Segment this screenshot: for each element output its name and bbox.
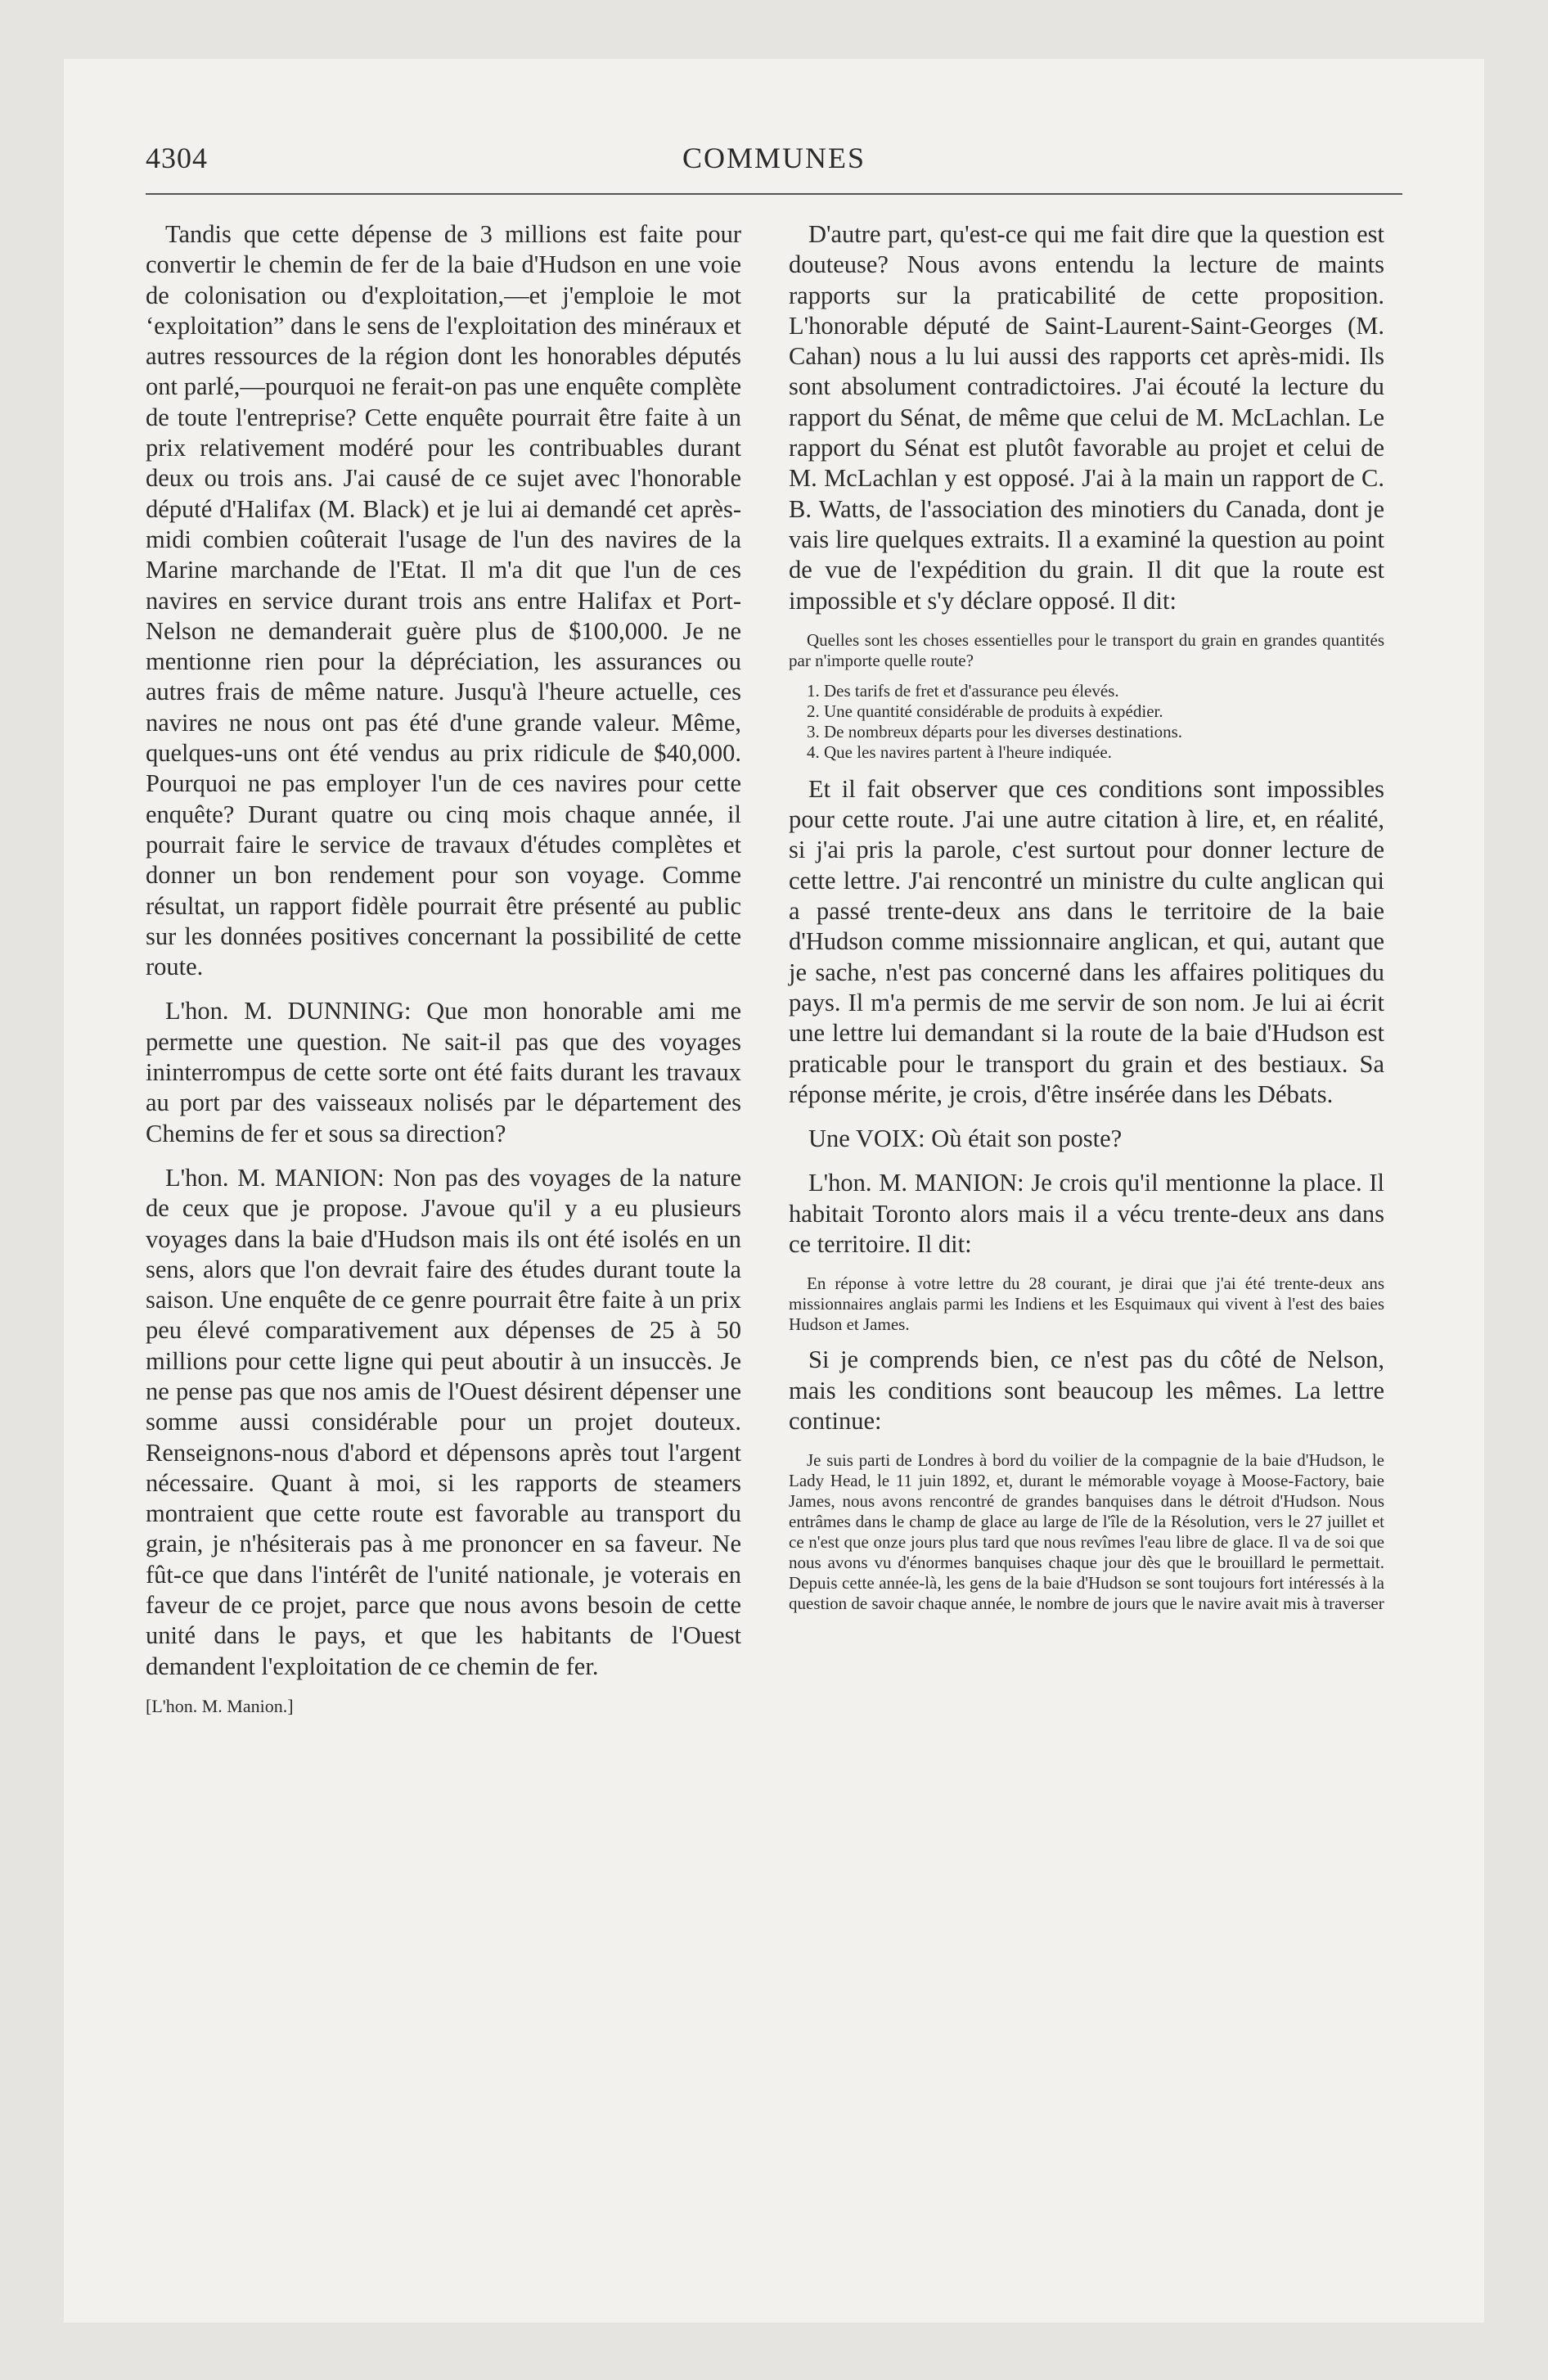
right-column [789, 219, 1384, 1624]
paragraph: L'hon. M. DUNNING: Que mon honorable ami me permette une question. Ne sait-il pas que des voyages ininterrompus de cette sorte ont été faits durant les travaux au port par des vaisseaux nolisés par le département des Chemins de fer et sous sa direction? [146, 997, 741, 1147]
paragraph: Et il fait observer que ces conditions sont impossibles pour cette route. J'ai une autre citation à lire, et, en réalité, si j'ai pris la parole, c'est surtout pour donner lecture de cette lettre. J'ai rencontré un ministre du culte anglican qui a passé trente-deux ans dans le territoire de la baie d'Hudson comme missionnaire anglican, et qui, autant que je sache, n'est pas concerné dans les affaires politiques du pays. Il m'a permis de me servir de son nom. Je lui ai écrit une lettre lui demandant si la route de la baie d'Hudson est praticable pour le transport du grain et des bestiaux. Sa réponse mérite, je crois, d'être insérée dans les Débats. [789, 774, 1384, 1108]
speaker-attribution: [L'hon. M. Manion.] [146, 1695, 294, 1716]
paragraph: Une VOIX: Où était son poste? [808, 1125, 1123, 1153]
left-column [146, 219, 741, 1717]
paragraph: L'hon. M. MANION: Je crois qu'il mentionne la place. Il habitait Toronto alors mais il a vécu trente-deux ans dans ce territoire. Il dit: [789, 1169, 1384, 1259]
quoted-list-item: 3. De nombreux départs pour les diverses destinations. [807, 721, 1182, 741]
paragraph: D'autre part, qu'est-ce qui me fait dire que la question est douteuse? Nous avons entendu la lecture de maints rapports sur la praticabilité de cette proposition. L'honorable député de Saint-Laurent-Saint-Georges (M. Cahan) nous a lu lui aussi des rapports cet après-midi. Ils sont absolument contradictoires. J'ai écouté la lecture du rapport du Sénat, de même que celui de M. McLachlan. Le rapport du Sénat est plutôt favorable au projet et celui de M. McLachlan y est opposé. J'ai à la main un rapport de C. B. Watts, de l'association des minotiers du Canada, dont je vais lire quelques extraits. Il a examiné la question au point de vue de l'expédition du grain. Il dit que la route est impossible et s'y déclare opposé. Il dit: [789, 220, 1384, 615]
page-number: 4304 [146, 142, 208, 174]
page-header [146, 141, 1402, 187]
paragraph: Si je comprends bien, ce n'est pas du côté de Nelson, mais les conditions sont beaucoup les mêmes. La lettre continue: [789, 1346, 1384, 1435]
paragraph: Tandis que cette dépense de 3 millions est faite pour convertir le chemin de fer de la baie d'Hudson en une voie de colonisation ou d'exploitation,—et j'emploie le mot ‘exploitation” dans le sens de l'exploitation des minéraux et autres ressources de la région dont les honorables députés ont parlé,—pourquoi ne ferait-on pas une enquête complète de toute l'entreprise? Cette enquête pourrait être faite à un prix relativement modéré pour les contribuables durant deux ou trois ans. J'ai causé de ce sujet avec l'honorable député d'Halifax (M. Black) et je lui ai demandé cet après-midi combien coûterait l'usage de l'un des navires de la Marine marchande de l'Etat. Il m'a dit que l'un de ces navires en service durant trois ans entre Halifax et Port-Nelson ne demanderait guère plus de $100,000. Je ne mentionne rien pour la dépréciation, les assurances ou autres frais de même nature. Jusqu'à l'heure actuelle, ces navires ne nous ont pas été d'une grande valeur. Même, quelques-uns ont été vendus au prix ridicule de $40,000. Pourquoi ne pas employer l'un de ces navires pour cette enquête? Durant quatre ou cinq mois chaque année, il pourrait faire le service de travaux d'études complètes et donner un bon rendement pour son voyage. Comme résultat, un rapport fidèle pourrait être présenté au public sur les données positives concernant la possibilité de cette route. [146, 220, 741, 981]
running-title: COMMUNES [682, 142, 866, 174]
document-page [64, 59, 1484, 2323]
quoted-list-item: 4. Que les navires partent à l'heure indiquée. [807, 741, 1112, 762]
header-divider [146, 193, 1402, 195]
quoted-text: En réponse à votre lettre du 28 courant, je dirai que j'ai été trente-deux ans missionnaires anglais parmi les Indiens et les Esquimaux qui vivent à l'est des baies Hudson et James. [789, 1273, 1384, 1335]
paragraph: L'hon. M. MANION: Non pas des voyages de la nature de ceux que je propose. J'avoue qu'il y a eu plusieurs voyages dans la baie d'Hudson mais ils ont été isolés en un sens, alors que l'on devrait faire des études durant toute la saison. Une enquête de ce genre pourrait être faite à un prix peu élevé comparativement aux dépenses de 25 à 50 millions pour cette ligne qui peut aboutir à un insuccès. Je ne pense pas que nos amis de l'Ouest désirent dépenser une somme aussi considérable pour un projet douteux. Renseignons-nous d'abord et dépensons après tout l'argent nécessaire. Quant à moi, si les rapports de steamers montraient que cette route est favorable au transport du grain, je n'hésiterais pas à me prononcer en sa faveur. Ne fût-ce que dans l'intérêt de l'unité nationale, je voterais en faveur de ce projet, parce que nous avons besoin de cette unité dans le pays, et que les habitants de l'Ouest demandent l'exploitation de ce chemin de fer. [146, 1163, 741, 1680]
quoted-list-item: 1. Des tarifs de fret et d'assurance peu élevés. [807, 680, 1119, 701]
quoted-list [789, 681, 1384, 763]
quoted-list-item: 2. Une quantité considérable de produits à expédier. [807, 701, 1163, 721]
quoted-text: Je suis parti de Londres à bord du voilier de la compagnie de la baie d'Hudson, le Lady Head, le 11 juin 1892, et, durant le mémorable voyage à Moose-Factory, baie James, nous avons rencontré de grandes banquises dans le détroit d'Hudson. Nous entrâmes dans le champ de glace au large de l'île de la Résolution, vers le 27 juillet et ce n'est que onze jours plus tard que nous revîmes l'eau libre de glace. Il va de soi que nous avons vu d'énormes banquises chaque jour dès que le brouillard le permettait. Depuis cette année-là, les gens de la baie d'Hudson se sont toujours fort intéressés à la question de savoir chaque année, le nombre de jours que le navire avait mis à traverser [789, 1450, 1384, 1614]
quoted-text: Quelles sont les choses essentielles pour le transport du grain en grandes quantités par n'importe quelle route? [789, 629, 1384, 670]
